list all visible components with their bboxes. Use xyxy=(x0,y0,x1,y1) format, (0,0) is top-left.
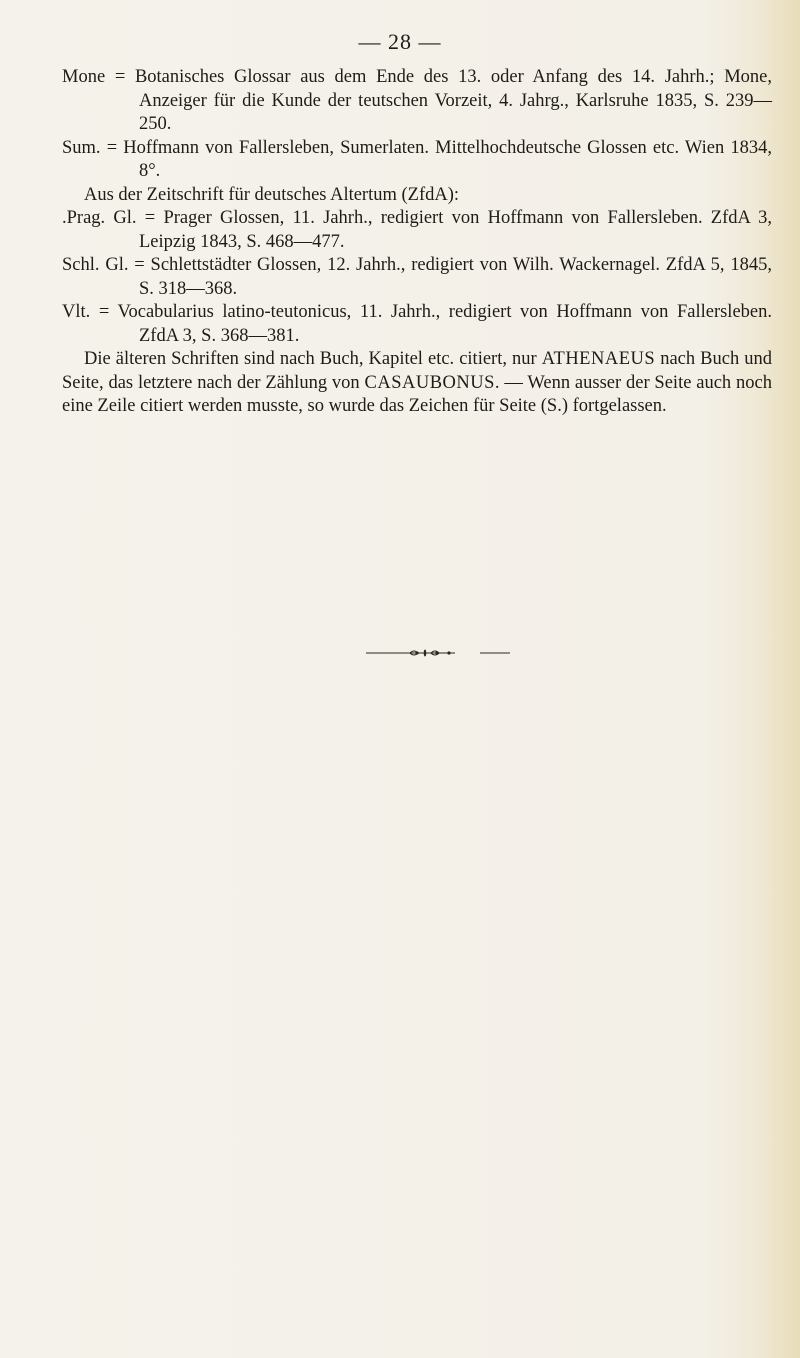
entry-abbreviation: Vlt. xyxy=(62,302,91,322)
entry-text: = Prager Glossen, 11. Jahrh., redigiert von Hoffmann von Fallersleben. ZfdA 3, Leipzig 1843, S. 468—477. xyxy=(136,208,772,252)
paragraph-text: Die älteren Schriften sind nach Buch, Kapitel etc. citiert, nur xyxy=(84,349,542,369)
paragraph-text: . — Wenn ausser der Seite auch noch eine Zeile citiert werden musste, so wurde das Zeichen für Seite (S.) fortgelassen. xyxy=(62,372,772,416)
entry-abbreviation: .Prag. Gl. xyxy=(62,208,137,228)
section-heading: Aus der Zeitschrift für deutsches Altertum (ZfdA): xyxy=(84,184,460,205)
bibliography-entry-mone xyxy=(62,66,772,137)
author-name-athenaeus: ATHENAEUS xyxy=(541,349,656,369)
entry-text: = Schlettstädter Glossen, 12. Jahrh., redigiert von Wilh. Wackernagel. ZfdA 5, 1845, S. 318—368. xyxy=(128,255,772,299)
closing-paragraph xyxy=(62,348,772,419)
entry-text: = Botanisches Glossar aus dem Ende des 13. oder Anfang des 14. Jahrh.; Mone, Anzeiger für die Kunde der teutschen Vorzeit, 4. Jahrg., Karlsruhe 1835, S. 239—250. xyxy=(105,67,772,134)
page-body xyxy=(62,66,772,419)
bibliography-entry-sum xyxy=(62,137,772,184)
author-name-casaubonus: CASAUBONUS xyxy=(364,372,495,393)
bibliography-entry-prag xyxy=(62,207,772,254)
page-number: — 28 — xyxy=(358,29,442,54)
paragraph-text: nach Buch und Seite, das letztere nach der Zählung von xyxy=(62,349,772,393)
entry-text: = Hoffmann von Fallersleben, Sumerlaten. Mittelhochdeutsche Glossen etc. Wien 1834, 8°. xyxy=(100,137,772,181)
bibliography-entry-vlt xyxy=(62,301,772,348)
bibliography-entry-schl xyxy=(62,254,772,301)
entry-abbreviation: Schl. Gl. xyxy=(62,255,129,275)
entry-text: = Vocabularius latino-teutonicus, 11. Jahrh., redigiert von Hoffmann von Fallersleben. ZfdA 3, S. 368—381. xyxy=(90,302,772,346)
entry-abbreviation: Mone xyxy=(62,67,106,87)
entry-abbreviation: Sum. xyxy=(62,137,101,158)
end-ornament xyxy=(0,648,800,658)
